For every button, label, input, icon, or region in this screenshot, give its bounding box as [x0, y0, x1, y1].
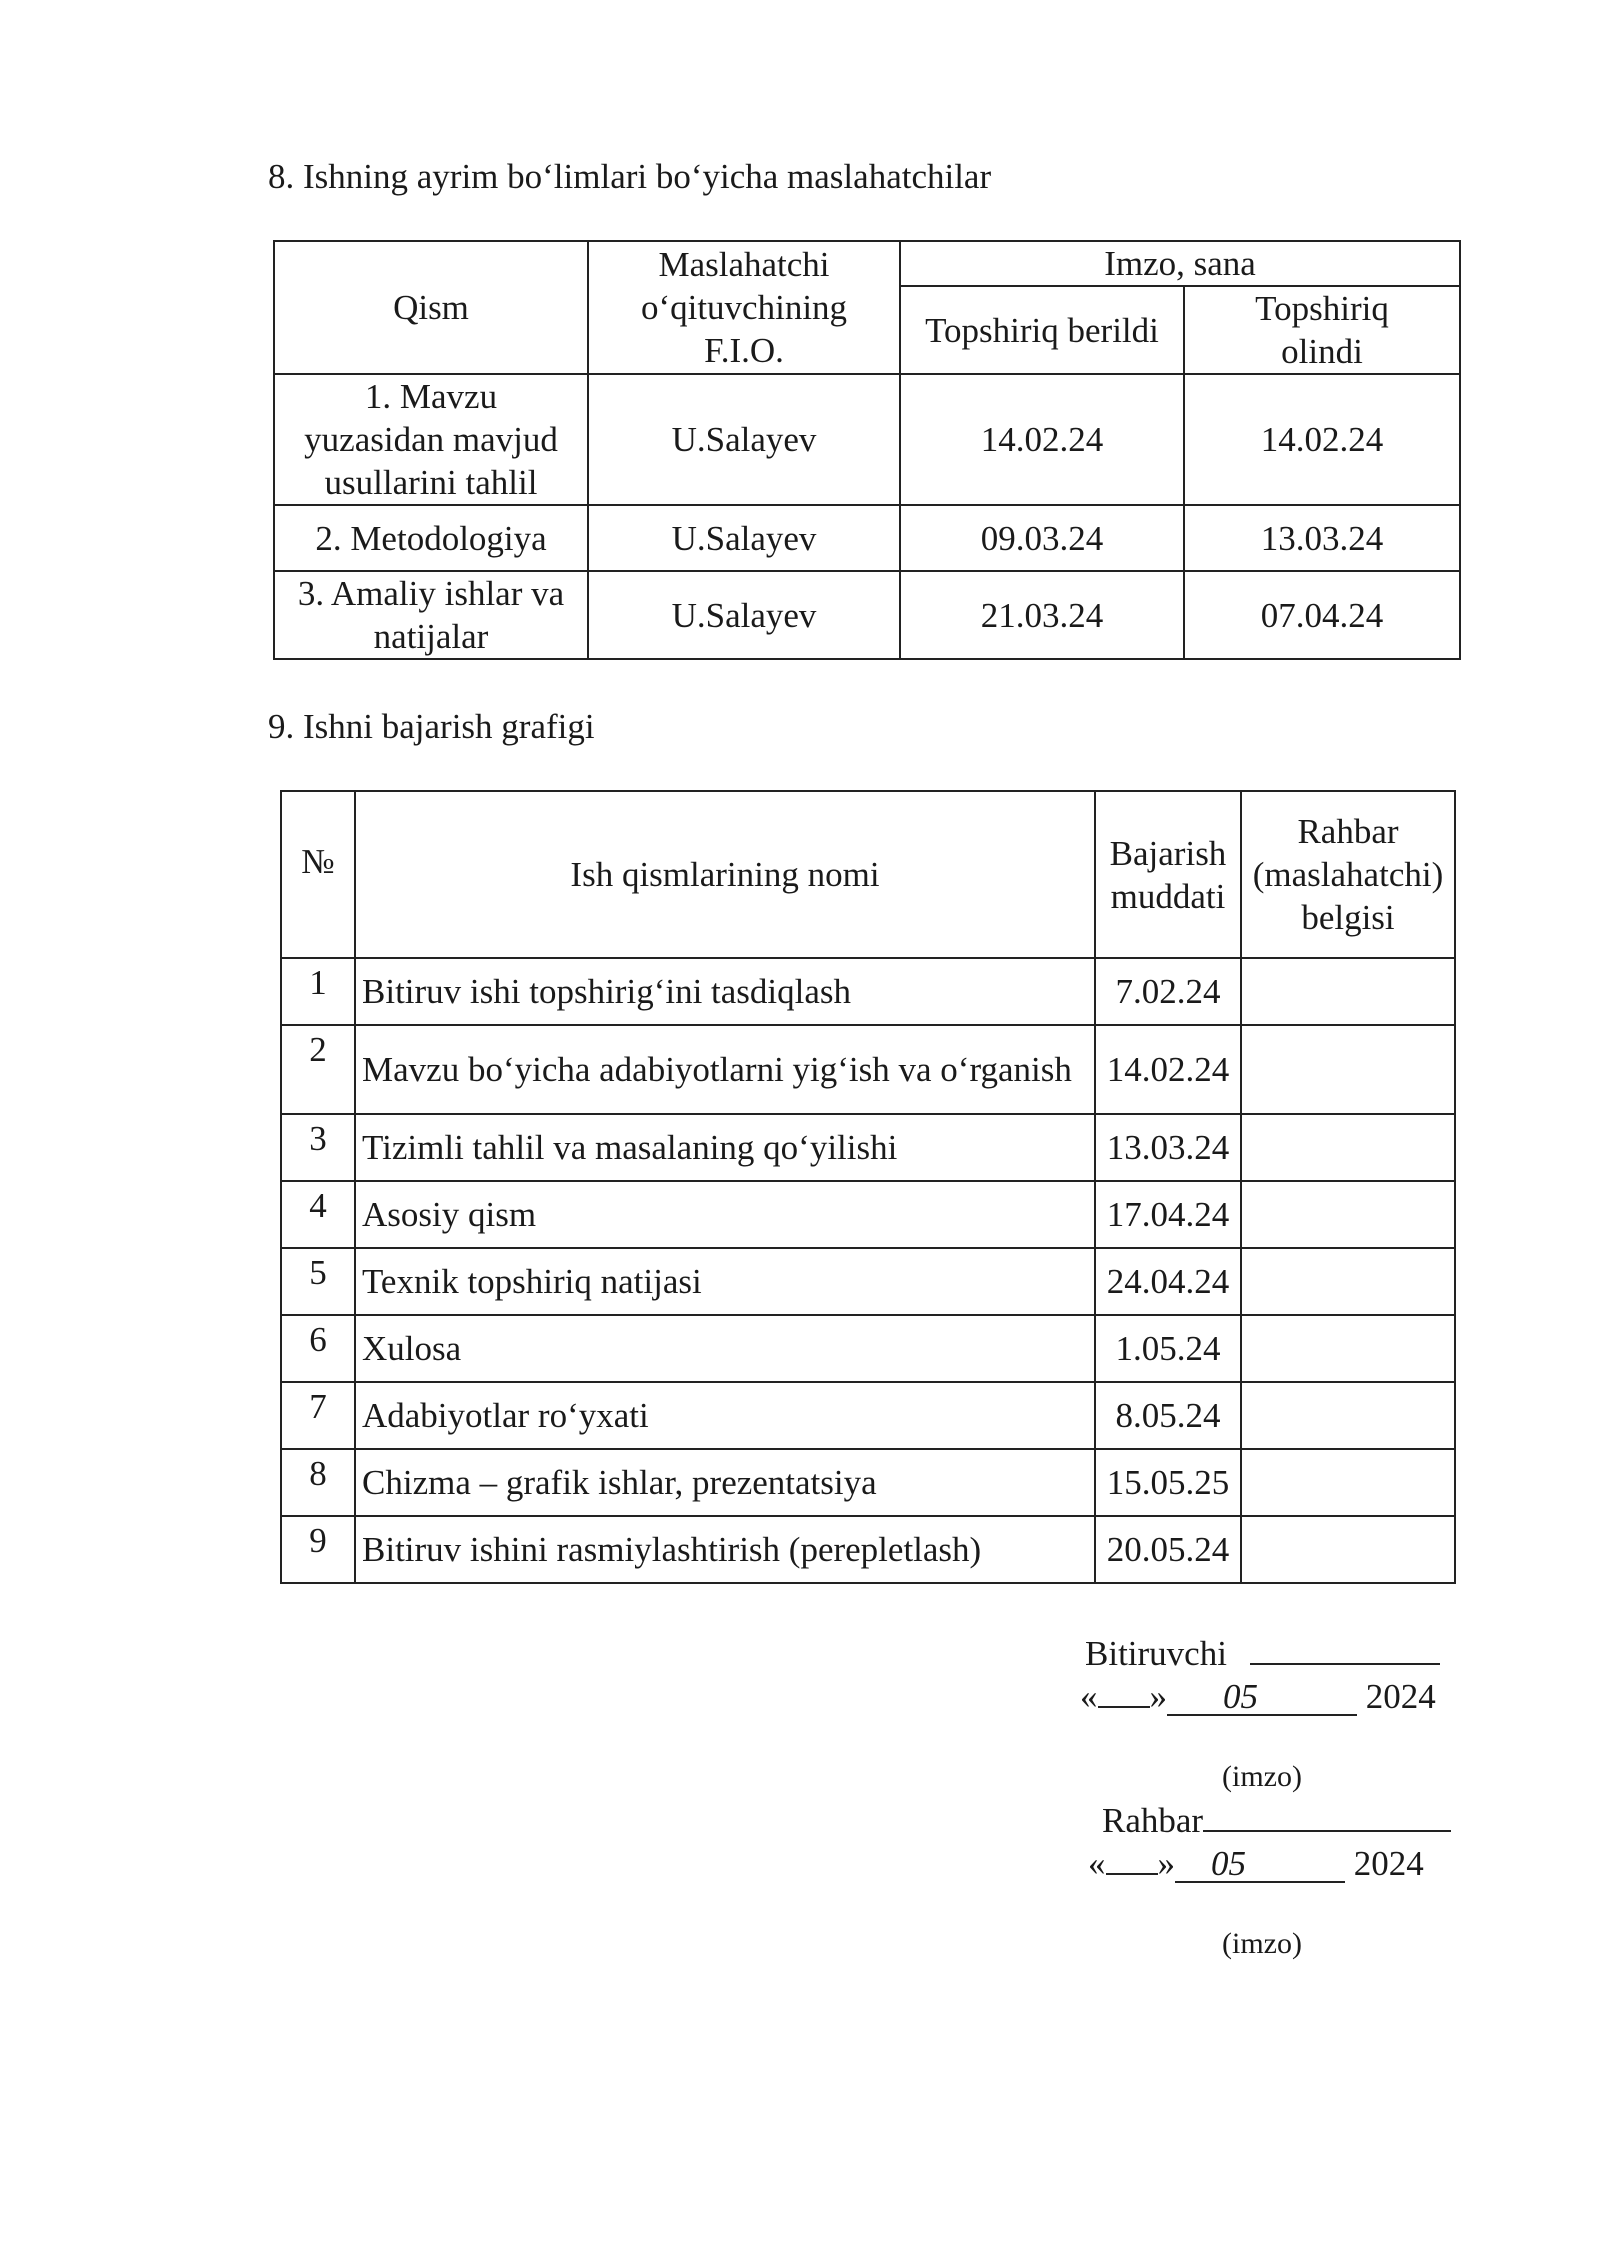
table-row: [281, 958, 1455, 1025]
advisor-cell: U.Salayev: [588, 505, 900, 571]
task-name: Xulosa: [355, 1315, 1095, 1382]
supervisor-signature-line: [1102, 1800, 1451, 1841]
row-number: 5: [281, 1248, 355, 1315]
section-8-title: 8. Ishning ayrim bo‘limlari bo‘yicha maslahatchilar: [268, 157, 992, 196]
header-advisor: Maslahatchi o‘qituvchining F.I.O.: [588, 241, 900, 374]
table-row: [281, 1114, 1455, 1181]
part-cell: 1. Mavzu yuzasidan mavjud usullarini tahlil: [274, 374, 588, 505]
table-row: [281, 1516, 1455, 1583]
header-qism: Qism: [274, 241, 588, 374]
given-date-cell: 09.03.24: [900, 505, 1184, 571]
advisors-table: [273, 240, 1461, 660]
supervisor-mark: [1241, 1025, 1455, 1114]
task-name: Texnik topshiriq natijasi: [355, 1248, 1095, 1315]
task-name: Bitiruv ishini rasmiylashtirish (perepletlash): [355, 1516, 1095, 1583]
task-name: Bitiruv ishi topshirig‘ini tasdiqlash: [355, 958, 1095, 1025]
graduate-signature-blank: [1250, 1633, 1440, 1665]
deadline: 8.05.24: [1095, 1382, 1241, 1449]
header-sign-date: Imzo, sana: [900, 241, 1460, 286]
deadline: 24.04.24: [1095, 1248, 1241, 1315]
row-number: 3: [281, 1114, 355, 1181]
supervisor-date-line: « » 05 2024: [1088, 1844, 1424, 1883]
section-9-title: 9. Ishni bajarish grafigi: [268, 707, 595, 746]
row-number: 4: [281, 1181, 355, 1248]
supervisor-label: Rahbar: [1102, 1801, 1204, 1840]
part-cell: 2. Metodologiya: [274, 505, 588, 571]
table-row: [281, 1449, 1455, 1516]
row-number: 7: [281, 1382, 355, 1449]
header-deadline: Bajarish muddati: [1095, 791, 1241, 958]
task-name: Asosiy qism: [355, 1181, 1095, 1248]
graduate-label: Bitiruvchi: [1085, 1634, 1227, 1673]
deadline: 13.03.24: [1095, 1114, 1241, 1181]
task-name: Mavzu bo‘yicha adabiyotlarni yig‘ish va o‘rganish: [355, 1025, 1095, 1114]
table-row: [281, 1025, 1455, 1114]
graduate-day-blank: [1098, 1676, 1150, 1708]
advisor-cell: U.Salayev: [588, 571, 900, 659]
supervisor-mark: [1241, 1114, 1455, 1181]
header-number: №: [281, 791, 355, 958]
deadline: 7.02.24: [1095, 958, 1241, 1025]
supervisor-day-blank: [1106, 1843, 1158, 1875]
received-date-cell: 14.02.24: [1184, 374, 1460, 505]
header-supervisor-mark: Rahbar (maslahatchi) belgisi: [1241, 791, 1455, 958]
task-name: Tizimli tahlil va masalaning qo‘yilishi: [355, 1114, 1095, 1181]
part-cell: 3. Amaliy ishlar va natijalar: [274, 571, 588, 659]
row-number: 9: [281, 1516, 355, 1583]
task-name: Chizma – grafik ishlar, prezentatsiya: [355, 1449, 1095, 1516]
task-name: Adabiyotlar ro‘yxati: [355, 1382, 1095, 1449]
table-row: [274, 374, 1460, 505]
supervisor-mark: [1241, 1382, 1455, 1449]
received-date-cell: 13.03.24: [1184, 505, 1460, 571]
graduate-month: 05: [1167, 1680, 1357, 1716]
table-row: [281, 1181, 1455, 1248]
deadline: 14.02.24: [1095, 1025, 1241, 1114]
supervisor-signature-blank: [1203, 1800, 1451, 1832]
graduate-signature-line: [1085, 1633, 1440, 1674]
deadline: 15.05.25: [1095, 1449, 1241, 1516]
graduate-imzo-caption: (imzo): [1222, 1760, 1302, 1793]
row-number: 8: [281, 1449, 355, 1516]
row-number: 6: [281, 1315, 355, 1382]
given-date-cell: 14.02.24: [900, 374, 1184, 505]
supervisor-mark: [1241, 1181, 1455, 1248]
supervisor-year: 2024: [1353, 1844, 1424, 1883]
deadline: 17.04.24: [1095, 1181, 1241, 1248]
advisor-cell: U.Salayev: [588, 374, 900, 505]
supervisor-mark: [1241, 958, 1455, 1025]
supervisor-mark: [1241, 1248, 1455, 1315]
header-received: Topshiriq olindi: [1184, 286, 1460, 374]
row-number: 2: [281, 1025, 355, 1114]
supervisor-mark: [1241, 1516, 1455, 1583]
supervisor-mark: [1241, 1449, 1455, 1516]
schedule-table: [280, 790, 1456, 1584]
row-number: 1: [281, 958, 355, 1025]
table-row: [274, 505, 1460, 571]
graduate-date-line: « » 05 2024: [1080, 1677, 1436, 1716]
deadline: 1.05.24: [1095, 1315, 1241, 1382]
supervisor-mark: [1241, 1315, 1455, 1382]
given-date-cell: 21.03.24: [900, 571, 1184, 659]
received-date-cell: 07.04.24: [1184, 571, 1460, 659]
table-row: [281, 1382, 1455, 1449]
graduate-year: 2024: [1365, 1677, 1436, 1716]
supervisor-imzo-caption: (imzo): [1222, 1927, 1302, 1960]
header-task-name: Ish qismlarining nomi: [355, 791, 1095, 958]
table-row: [274, 571, 1460, 659]
deadline: 20.05.24: [1095, 1516, 1241, 1583]
table-row: [281, 1315, 1455, 1382]
supervisor-month: 05: [1175, 1847, 1345, 1883]
header-given: Topshiriq berildi: [900, 286, 1184, 374]
table-row: [281, 1248, 1455, 1315]
